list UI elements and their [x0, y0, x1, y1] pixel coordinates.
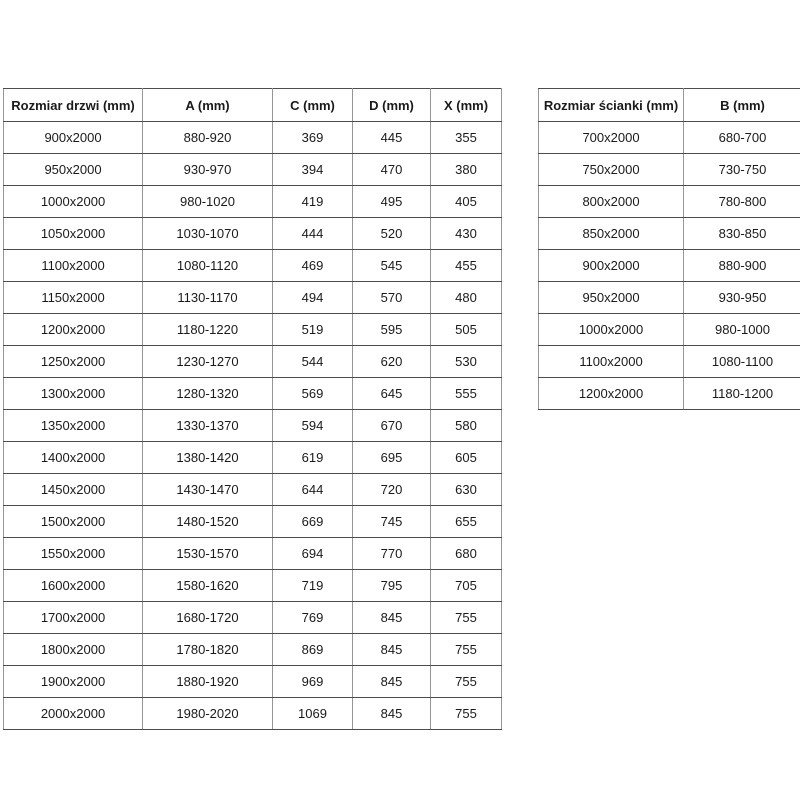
table-cell: 405	[431, 186, 502, 218]
table-cell: 369	[273, 122, 353, 154]
table-cell: 845	[353, 634, 431, 666]
table-cell: 930-970	[143, 154, 273, 186]
table-cell: 505	[431, 314, 502, 346]
table-cell: 569	[273, 378, 353, 410]
table-cell: 469	[273, 250, 353, 282]
table-cell: 755	[431, 698, 502, 730]
table-cell: 745	[353, 506, 431, 538]
table-row	[4, 474, 502, 506]
table-cell: 445	[353, 122, 431, 154]
table-row	[539, 378, 800, 410]
table-cell: 1000x2000	[539, 314, 684, 346]
table-cell: 845	[353, 666, 431, 698]
table-cell: 1480-1520	[143, 506, 273, 538]
table-cell: 1130-1170	[143, 282, 273, 314]
table-row	[539, 218, 800, 250]
table-cell: 1600x2000	[4, 570, 143, 602]
table-cell: 930-950	[684, 282, 800, 314]
table-cell: 1280-1320	[143, 378, 273, 410]
table-cell: 1180-1200	[684, 378, 800, 410]
table-cell: 595	[353, 314, 431, 346]
column-header: Rozmiar drzwi (mm)	[4, 89, 143, 122]
table-cell: 594	[273, 410, 353, 442]
table-row	[4, 314, 502, 346]
table-cell: 680-700	[684, 122, 800, 154]
table-cell: 1500x2000	[4, 506, 143, 538]
table-cell: 630	[431, 474, 502, 506]
table-cell: 580	[431, 410, 502, 442]
table-cell: 694	[273, 538, 353, 570]
table-cell: 750x2000	[539, 154, 684, 186]
table-cell: 1800x2000	[4, 634, 143, 666]
table-cell: 519	[273, 314, 353, 346]
table-cell: 769	[273, 602, 353, 634]
table-cell: 980-1000	[684, 314, 800, 346]
table-cell: 1530-1570	[143, 538, 273, 570]
table-row	[4, 154, 502, 186]
table-cell: 670	[353, 410, 431, 442]
wall-sizes-table	[538, 88, 800, 410]
table-row	[4, 378, 502, 410]
table-row	[4, 218, 502, 250]
table-cell: 1380-1420	[143, 442, 273, 474]
table-cell: 1980-2020	[143, 698, 273, 730]
table-cell: 1680-1720	[143, 602, 273, 634]
table-cell: 470	[353, 154, 431, 186]
table-cell: 700x2000	[539, 122, 684, 154]
column-header: B (mm)	[684, 89, 800, 122]
table-cell: 680	[431, 538, 502, 570]
table-cell: 1300x2000	[4, 378, 143, 410]
table-cell: 1580-1620	[143, 570, 273, 602]
table-cell: 969	[273, 666, 353, 698]
table-cell: 430	[431, 218, 502, 250]
table-cell: 1700x2000	[4, 602, 143, 634]
table-cell: 655	[431, 506, 502, 538]
table-cell: 644	[273, 474, 353, 506]
table-cell: 1100x2000	[4, 250, 143, 282]
table-cell: 880-900	[684, 250, 800, 282]
table-row	[4, 666, 502, 698]
table-cell: 770	[353, 538, 431, 570]
table-cell: 1430-1470	[143, 474, 273, 506]
table-cell: 1080-1120	[143, 250, 273, 282]
table-row	[4, 506, 502, 538]
table-cell: 1400x2000	[4, 442, 143, 474]
table-cell: 1080-1100	[684, 346, 800, 378]
table-row	[4, 250, 502, 282]
table-cell: 2000x2000	[4, 698, 143, 730]
table-cell: 950x2000	[4, 154, 143, 186]
table-cell: 705	[431, 570, 502, 602]
table-row	[4, 346, 502, 378]
table-cell: 1000x2000	[4, 186, 143, 218]
table-cell: 355	[431, 122, 502, 154]
header-row	[539, 89, 800, 122]
table-row	[4, 122, 502, 154]
table-cell: 800x2000	[539, 186, 684, 218]
table-cell: 795	[353, 570, 431, 602]
table-cell: 394	[273, 154, 353, 186]
table-cell: 620	[353, 346, 431, 378]
table-cell: 850x2000	[539, 218, 684, 250]
table-cell: 645	[353, 378, 431, 410]
table-cell: 1450x2000	[4, 474, 143, 506]
table-cell: 1230-1270	[143, 346, 273, 378]
table-cell: 1050x2000	[4, 218, 143, 250]
table-cell: 1880-1920	[143, 666, 273, 698]
table-cell: 1180-1220	[143, 314, 273, 346]
header-row	[4, 89, 502, 122]
table-cell: 830-850	[684, 218, 800, 250]
table-cell: 494	[273, 282, 353, 314]
column-header: X (mm)	[431, 89, 502, 122]
column-header: A (mm)	[143, 89, 273, 122]
table-row	[4, 282, 502, 314]
table-cell: 545	[353, 250, 431, 282]
table-row	[539, 186, 800, 218]
table-cell: 455	[431, 250, 502, 282]
table-cell: 544	[273, 346, 353, 378]
table-row	[539, 250, 800, 282]
table-cell: 605	[431, 442, 502, 474]
table-cell: 419	[273, 186, 353, 218]
column-header: C (mm)	[273, 89, 353, 122]
table-cell: 780-800	[684, 186, 800, 218]
table-cell: 555	[431, 378, 502, 410]
table-row	[539, 346, 800, 378]
table-row	[4, 602, 502, 634]
table-cell: 1780-1820	[143, 634, 273, 666]
table-cell: 950x2000	[539, 282, 684, 314]
table-cell: 869	[273, 634, 353, 666]
table-row	[4, 570, 502, 602]
table-cell: 1900x2000	[4, 666, 143, 698]
table-cell: 1250x2000	[4, 346, 143, 378]
table-cell: 880-920	[143, 122, 273, 154]
column-header: D (mm)	[353, 89, 431, 122]
table-cell: 1550x2000	[4, 538, 143, 570]
table-cell: 1200x2000	[4, 314, 143, 346]
table-cell: 730-750	[684, 154, 800, 186]
table-cell: 720	[353, 474, 431, 506]
table-cell: 980-1020	[143, 186, 273, 218]
table-cell: 1350x2000	[4, 410, 143, 442]
table-cell: 520	[353, 218, 431, 250]
table-row	[4, 442, 502, 474]
table-cell: 695	[353, 442, 431, 474]
table-row	[539, 154, 800, 186]
table-cell: 845	[353, 698, 431, 730]
table-cell: 480	[431, 282, 502, 314]
table-cell: 755	[431, 634, 502, 666]
table-cell: 1100x2000	[539, 346, 684, 378]
table-row	[4, 538, 502, 570]
table-cell: 570	[353, 282, 431, 314]
table-row	[539, 122, 800, 154]
table-cell: 755	[431, 666, 502, 698]
table-cell: 755	[431, 602, 502, 634]
table-cell: 1069	[273, 698, 353, 730]
table-cell: 669	[273, 506, 353, 538]
table-cell: 1200x2000	[539, 378, 684, 410]
table-row	[539, 282, 800, 314]
table-row	[4, 186, 502, 218]
door-sizes-table	[3, 88, 502, 730]
table-row	[4, 634, 502, 666]
table-cell: 530	[431, 346, 502, 378]
table-cell: 495	[353, 186, 431, 218]
table-cell: 444	[273, 218, 353, 250]
table-cell: 845	[353, 602, 431, 634]
column-header: Rozmiar ścianki (mm)	[539, 89, 684, 122]
table-cell: 900x2000	[4, 122, 143, 154]
table-cell: 380	[431, 154, 502, 186]
table-cell: 1030-1070	[143, 218, 273, 250]
table-cell: 1150x2000	[4, 282, 143, 314]
table-cell: 719	[273, 570, 353, 602]
table-cell: 900x2000	[539, 250, 684, 282]
table-row	[539, 314, 800, 346]
table-cell: 1330-1370	[143, 410, 273, 442]
table-row	[4, 698, 502, 730]
table-row	[4, 410, 502, 442]
table-cell: 619	[273, 442, 353, 474]
